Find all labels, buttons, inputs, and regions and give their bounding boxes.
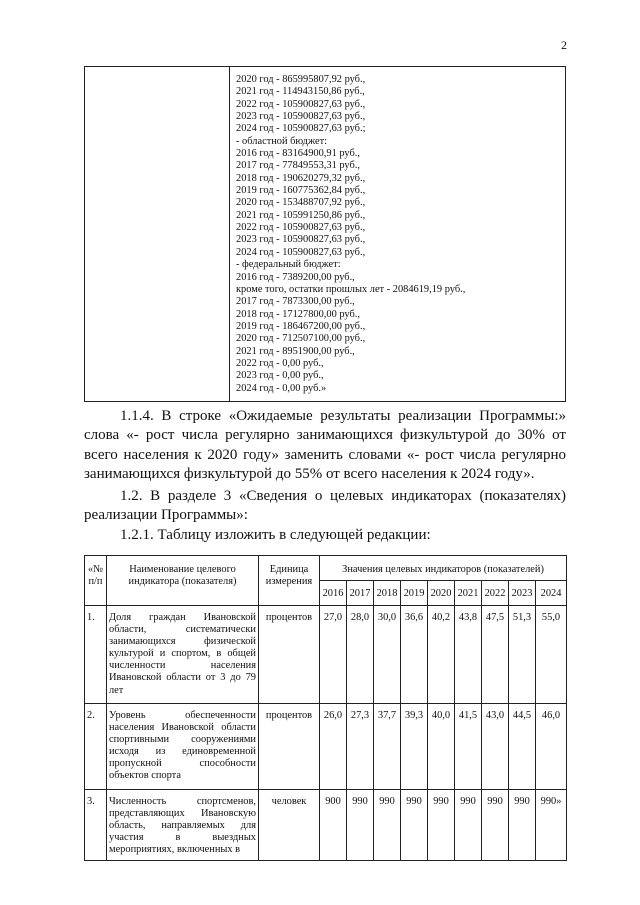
row-unit: процентов [259,606,320,704]
budget-line: 2017 год - 7873300,00 руб., [236,296,355,308]
budget-line: 2020 год - 865995807,92 руб., [236,74,366,85]
row-value: 990 [401,790,428,861]
header-year: 2024 [536,581,567,606]
budget-table [84,66,566,402]
budget-line: 2020 год - 153488707,92 руб., [236,197,366,209]
row-num: 3. [85,790,107,861]
budget-line: 2022 год - 105900827,63 руб., [236,222,366,234]
budget-line: 2022 год - 105900827,63 руб., [236,98,366,110]
budget-line: 2021 год - 105991250,86 руб., [236,209,366,221]
row-unit: человек [259,790,320,861]
header-year: 2022 [482,581,509,606]
row-value: 990 [374,790,401,861]
budget-line: кроме того, остатки прошлых лет - 2084619,19 руб., [236,283,466,295]
budget-line: 2019 год - 186467200,00 руб., [236,320,366,332]
budget-line: 2021 год - 114943150,86 руб., [236,86,365,98]
row-value: 44,5 [509,704,536,790]
table-row [85,606,567,704]
budget-line: - федеральный бюджет: [236,259,341,271]
budget-line: 2024 год - 0,00 руб.» [236,382,327,394]
indicator-table [84,555,567,861]
header-year: 2016 [320,581,347,606]
row-name: Уровень обеспеченности населения Ивановской области спортивными сооружениями исходя из единовременной пропускной способности объектов спорта [107,704,259,790]
row-value: 27,3 [347,704,374,790]
row-value: 27,0 [320,606,347,704]
paragraph-1-2: 1.2. В разделе 3 «Сведения о целевых индикаторах (показателях) реализации Программы»: [84,488,566,524]
budget-line: 2016 год - 7389200,00 руб., [236,271,355,283]
budget-line: 2024 год - 105900827,63 руб., [236,246,366,258]
budget-line: - областной бюджет: [236,135,328,147]
budget-line: 2023 год - 105900827,63 руб., [236,234,366,246]
budget-line: 2020 год - 712507100,00 руб., [236,333,366,345]
paragraph-1-2-1: 1.2.1. Таблицу изложить в следующей редакции: [120,527,431,543]
budget-line: 2024 год - 105900827,63 руб.; [236,123,366,135]
row-value: 28,0 [347,606,374,704]
row-value: 990 [347,790,374,861]
header-year: 2023 [509,581,536,606]
row-value: 43,0 [482,704,509,790]
header-values-group: Значения целевых индикаторов (показателей) [320,556,567,581]
header-unit: Единица измерения [259,556,320,606]
row-value: 39,3 [401,704,428,790]
row-value: 40,2 [428,606,455,704]
header-year: 2021 [455,581,482,606]
budget-table-label-cell [85,67,230,402]
page-number: 2 [561,38,567,52]
row-value: 46,0 [536,704,567,790]
row-value: 30,0 [374,606,401,704]
row-num: 2. [85,704,107,790]
paragraph-1-1-4: 1.1.4. В строке «Ожидаемые результаты реализации Программы:» слова «- рост числа регулярно занимающихся физкультурой до 30% от всего населения к 2020 году» заменить словами «- рост числа регулярно занимающихся физкультурой до 55% от всего населения к 2024 году». [84,408,566,482]
row-value: 36,6 [401,606,428,704]
row-value: 47,5 [482,606,509,704]
budget-line: 2023 год - 105900827,63 руб., [236,111,366,123]
header-year: 2018 [374,581,401,606]
row-name: Доля граждан Ивановской области, систематически занимающихся физической культурой и спортом, в общей численности населения Ивановской области от 3 до 79 лет [107,606,259,704]
budget-line: 2022 год - 0,00 руб., [236,357,324,369]
row-value: 26,0 [320,704,347,790]
table-row [85,704,567,790]
row-value: 43,8 [455,606,482,704]
budget-line: 2017 год - 77849553,31 руб., [236,160,360,172]
budget-line: 2021 год - 8951900,00 руб., [236,345,355,357]
header-year: 2019 [401,581,428,606]
header-year: 2017 [347,581,374,606]
budget-line: 2019 год - 160775362,84 руб., [236,185,366,197]
row-value: 37,7 [374,704,401,790]
row-value: 990 [455,790,482,861]
row-value: 40,0 [428,704,455,790]
row-value: 990 [428,790,455,861]
row-value: 990 [482,790,509,861]
row-name: Численность спортсменов, представляющих Ивановскую область, направляемых для участия в выездных мероприятиях, включенных в [107,790,259,861]
row-value: 51,3 [509,606,536,704]
table-row [85,790,567,861]
budget-line: 2023 год - 0,00 руб., [236,370,324,382]
row-value: 900 [320,790,347,861]
budget-table-values-cell [230,67,566,402]
row-unit: процентов [259,704,320,790]
row-value: 990» [536,790,567,861]
budget-line: 2018 год - 190620279,32 руб., [236,172,366,184]
row-value: 41,5 [455,704,482,790]
row-value: 55,0 [536,606,567,704]
row-num: 1. [85,606,107,704]
budget-line: 2018 год - 17127800,00 руб., [236,308,360,320]
header-name: Наименование целевого индикатора (показателя) [107,556,259,606]
header-num: «№ п/п [85,556,107,606]
row-value: 990 [509,790,536,861]
budget-line: 2016 год - 83164900,91 руб., [236,148,360,160]
header-year: 2020 [428,581,455,606]
